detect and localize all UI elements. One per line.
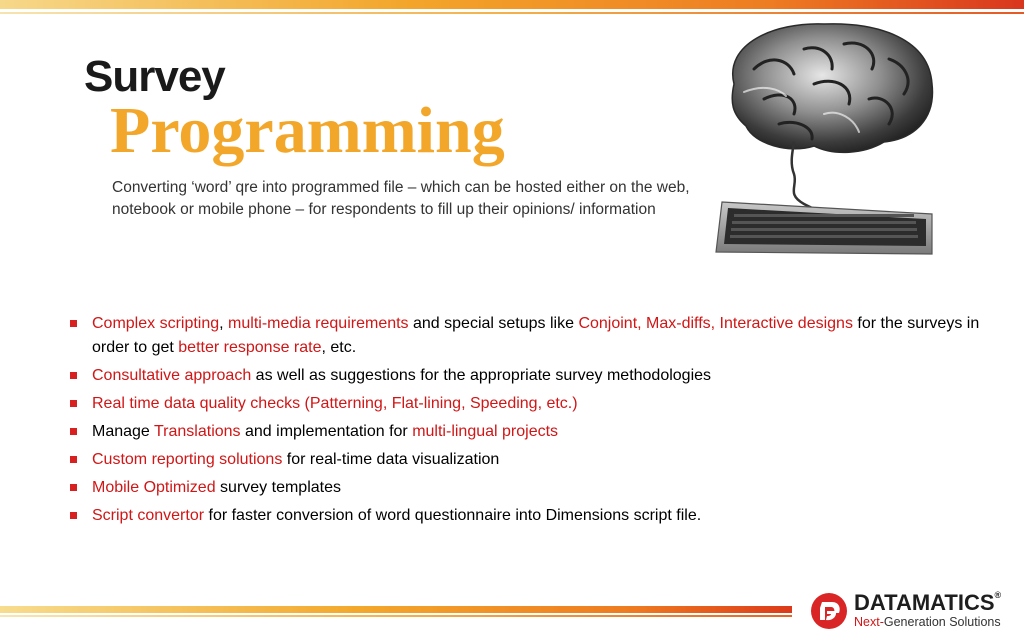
bullet-text: Custom reporting solutions — [92, 451, 283, 468]
bullet-square-icon — [70, 428, 77, 435]
bullet-square-icon — [70, 512, 77, 519]
logo-name — [854, 590, 1001, 616]
bullet-square-icon — [70, 400, 77, 407]
bullet-text: as well as suggestions for the appropriate survey methodologies — [251, 367, 712, 384]
list-item — [70, 392, 1000, 416]
list-item — [70, 312, 1000, 360]
feature-bullet-list — [70, 312, 1000, 532]
list-item — [70, 364, 1000, 388]
title-survey: Survey — [84, 52, 225, 101]
bullet-square-icon — [70, 456, 77, 463]
bullet-text: for the surveys in order to get — [92, 315, 980, 356]
bullet-text: better response rate — [178, 339, 322, 356]
bullet-text: multi-lingual projects — [412, 423, 559, 440]
bullet-text: , etc. — [321, 339, 357, 356]
bullet-text: Complex scripting — [92, 315, 220, 332]
top-decorative-bar — [0, 0, 1024, 9]
bullet-text: Manage — [92, 423, 154, 440]
subtitle: Converting ‘word’ qre into programmed file – which can be hosted either on the web, notebook or mobile phone – for respondents to fill up their opinions/ information — [112, 179, 690, 218]
bullet-text: and special setups like — [408, 315, 579, 332]
bullet-text: survey templates — [215, 479, 341, 496]
bullet-text: Consultative approach — [92, 367, 252, 384]
tagline-rest: Generation Solutions — [883, 615, 1001, 629]
bullet-text: Mobile Optimized — [92, 479, 216, 496]
bullet-text: for faster conversion of word questionnaire into Dimensions script file. — [204, 507, 702, 524]
bottom-decorative-bar — [0, 606, 792, 613]
list-item — [70, 448, 1000, 472]
datamatics-logo-icon — [810, 592, 848, 630]
bullet-text: , — [219, 315, 229, 332]
bullet-text: Conjoint, Max-diffs, Interactive designs — [578, 315, 853, 332]
bullet-text: Translations — [153, 423, 241, 440]
bullet-text: and implementation for — [240, 423, 413, 440]
logo-tagline — [854, 615, 1001, 629]
bottom-decorative-line — [0, 615, 792, 617]
list-item — [70, 420, 1000, 444]
bullet-text: multi-media requirements — [228, 315, 409, 332]
bullet-text: Script convertor — [92, 507, 205, 524]
company-logo — [810, 590, 1020, 634]
bullet-square-icon — [70, 320, 77, 327]
list-item — [70, 504, 1000, 528]
brain-with-keyboard-icon — [694, 14, 964, 266]
bullet-text: Real time data quality checks (Patterning, Flat-lining, Speeding, etc.) — [92, 395, 578, 412]
bullet-text: for real-time data visualization — [282, 451, 500, 468]
bullet-square-icon — [70, 372, 77, 379]
title-programming: Programming — [110, 94, 505, 167]
bullet-square-icon — [70, 484, 77, 491]
logo-name-text: DATAMATICS — [854, 590, 995, 615]
list-item — [70, 476, 1000, 500]
registered-mark: ® — [994, 590, 1002, 600]
tagline-next: Next- — [854, 615, 884, 629]
